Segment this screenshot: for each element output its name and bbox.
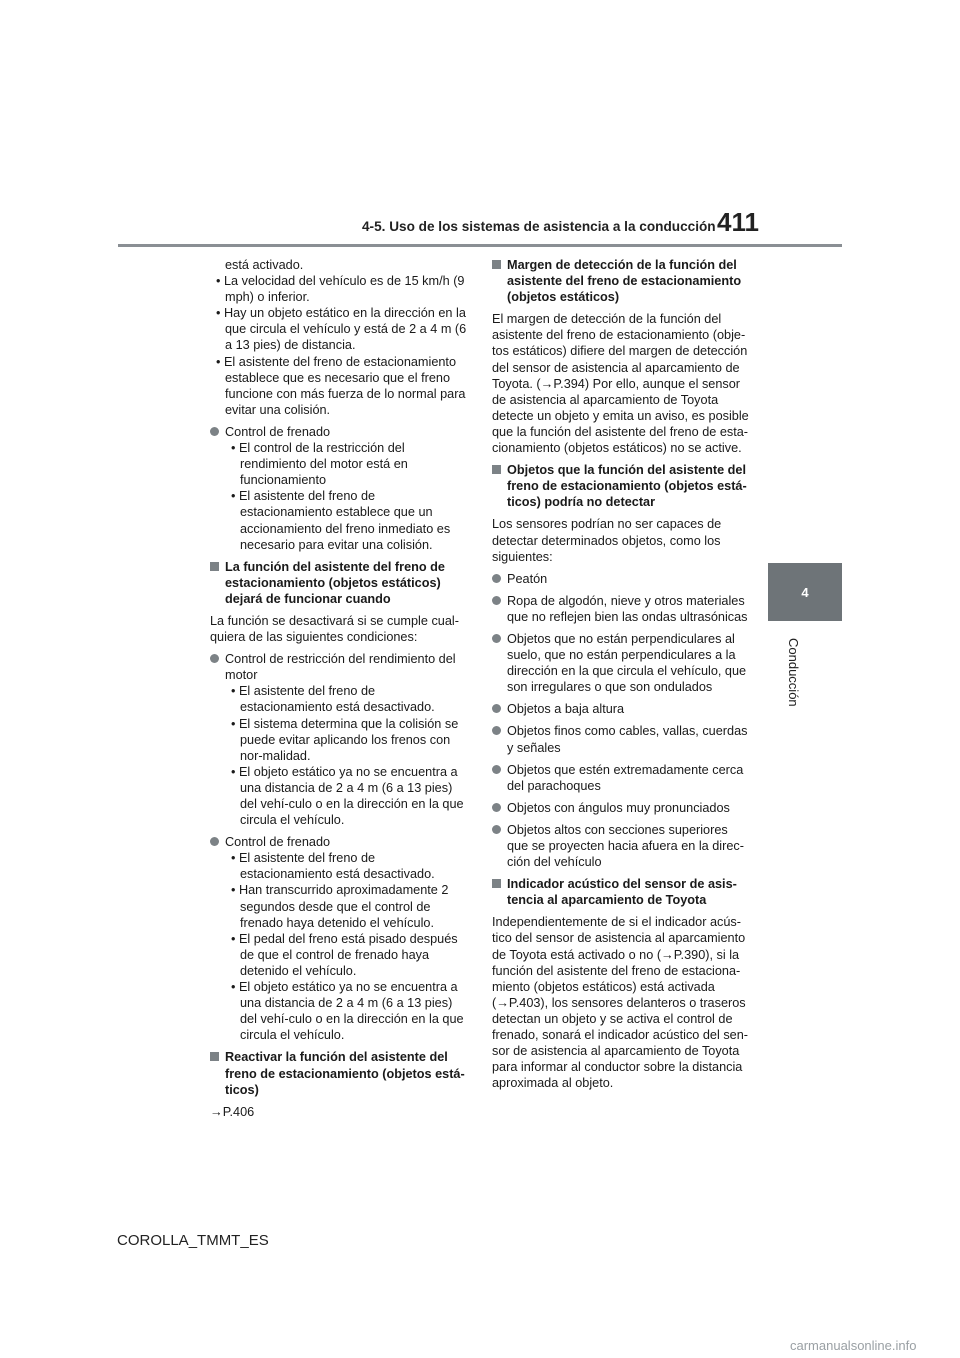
section-heading — [492, 257, 750, 305]
bullet-text: Ropa de algodón, nieve y otros materiales que no reflejen bien las ondas ultrasónicas — [507, 593, 748, 624]
list-item: • El asistente del freno de estacionamiento establece que un accionamiento del freno inmediato es necesario para evitar una colisión. — [231, 489, 451, 552]
circle-bullet-icon — [492, 803, 501, 812]
bullet-title: Control de frenado — [225, 835, 331, 850]
circle-bullet-icon — [492, 596, 501, 605]
bullet-text: Objetos con ángulos muy pronunciados — [507, 800, 730, 815]
list-item: • El asistente del freno de estacionamiento está desactivado. — [231, 684, 435, 715]
continued-text: está activado. — [225, 258, 304, 272]
list-item: • El asistente del freno de estacionamiento está desactivado. — [231, 851, 435, 882]
square-bullet-icon — [492, 260, 501, 269]
bullet-text: Objetos altos con secciones superiores que se proyecten hacia afuera en la direc-ción del vehículo — [507, 822, 744, 870]
circle-bullet-icon — [210, 654, 219, 663]
chapter-label: Conducción — [786, 638, 801, 707]
paragraph: La función se desactivará si se cumple cual-quiera de las siguientes condiciones: — [210, 613, 459, 645]
bullet-text: Peatón — [507, 571, 548, 586]
chapter-tab: 4 — [768, 563, 842, 621]
list-item: • El sistema determina que la colisión se puede evitar aplicando los frenos con nor-malidad. — [231, 716, 459, 763]
list-item: • El objeto estático ya no se encuentra a una distancia de 2 a 4 m (6 a 13 pies) del vehí-culo o en la dirección en la que circula el vehículo. — [231, 980, 464, 1043]
section-heading — [492, 876, 750, 908]
bullet-item — [492, 723, 750, 755]
square-bullet-icon — [492, 465, 501, 474]
header-divider — [118, 244, 842, 247]
paragraph: El margen de detección de la función del asistente del freno de estacionamiento (obje-tos estáticos) difiere del margen de detección del sensor de asistencia al aparcamiento de Toyota. (→P.394) Por ello, aunque el sensor de asistencia al aparcamiento de Toyota detecte un objeto y emita un aviso, es posible que la función del asistente del freno de esta-cionamiento (objetos estáticos) no se active. — [492, 312, 749, 456]
bullet-section — [210, 424, 468, 553]
bullet-item — [492, 701, 750, 717]
list-item: • El control de la restricción del rendimiento del motor está en funcionamiento — [231, 441, 408, 488]
bullet-title: Control de frenado — [225, 424, 331, 439]
circle-bullet-icon — [492, 825, 501, 834]
list-item: • El asistente del freno de estacionamiento establece que es necesario que el freno funcione con más fuerza de lo normal para evitar una colisión. — [216, 354, 466, 417]
list-item: • La velocidad del vehículo es de 15 km/h (9 mph) o inferior. — [216, 274, 465, 305]
circle-bullet-icon — [492, 726, 501, 735]
circle-bullet-icon — [492, 574, 501, 583]
square-bullet-icon — [492, 879, 501, 888]
heading-text: La función del asistente del freno de estacionamiento (objetos estáticos) dejará de funcionar cuando — [225, 559, 445, 606]
section-heading — [492, 462, 750, 510]
heading-text: Indicador acústico del sensor de asis-tencia al aparcamiento de Toyota — [507, 877, 737, 908]
right-column — [492, 257, 750, 1097]
page-number: 411 — [717, 207, 759, 237]
circle-bullet-icon — [210, 427, 219, 436]
heading-text: Objetos que la función del asistente del freno de estacionamiento (objetos está-ticos) podría no detectar — [507, 463, 747, 510]
bullet-section — [210, 834, 468, 1043]
bullet-item — [492, 593, 750, 625]
left-column — [210, 257, 468, 1126]
section-title: 4-5. Uso de los sistemas de asistencia a la conducción — [362, 219, 716, 234]
section-heading — [210, 559, 468, 607]
document-code: COROLLA_TMMT_ES — [117, 1232, 269, 1249]
list-item: • El pedal del freno está pisado después de que el control de frenado haya detenido el vehículo. — [231, 931, 458, 978]
list-item: • Han transcurrido aproximadamente 2 segundos desde que el control de frenado haya detenido el vehículo. — [231, 883, 449, 930]
bullet-text: Objetos finos como cables, vallas, cuerdas y señales — [507, 724, 748, 755]
circle-bullet-icon — [492, 704, 501, 713]
page-reference: →P.406 — [210, 1104, 255, 1119]
bullet-item — [492, 571, 750, 587]
heading-text: Reactivar la función del asistente del freno de estacionamiento (objetos está-ticos) — [225, 1050, 465, 1097]
square-bullet-icon — [210, 562, 219, 571]
bullet-item — [492, 631, 750, 695]
watermark: carmanualsonline.info — [790, 1338, 917, 1353]
bullet-item — [492, 822, 750, 870]
bullet-text: Objetos a baja altura — [507, 702, 625, 717]
section-heading — [210, 1049, 468, 1097]
paragraph: Independientemente de si el indicador acús-tico del sensor de asistencia al aparcamiento de Toyota está activado o no (→P.390), si la función del asistente del freno de estaciona-miento (objetos estáticos) está activada (→P.403), los sensores delanteros o traseros detectan un objeto y se activa el control de frenado, sonará el indicador acústico del sen-sor de asistencia al aparcamiento de Toyota para informar al conductor sobre la distancia aproximada al objeto. — [492, 915, 749, 1091]
paragraph: Los sensores podrían no ser capaces de detectar determinados objetos, como los siguientes: — [492, 517, 722, 564]
circle-bullet-icon — [492, 634, 501, 643]
bullet-section — [210, 651, 468, 828]
bullet-item — [492, 762, 750, 794]
circle-bullet-icon — [210, 837, 219, 846]
bullet-text: Objetos que no están perpendiculares al suelo, que no están perpendiculares a la dirección en la que circula el vehículo, que son irregulares o que son ondulados — [507, 631, 747, 695]
bullet-title: Control de restricción del rendimiento del motor — [225, 652, 456, 683]
condition-list — [210, 273, 468, 418]
bullet-text: Objetos que estén extremadamente cerca del parachoques — [507, 762, 744, 793]
heading-text: Margen de detección de la función del asistente del freno de estacionamiento (objetos estáticos) — [507, 258, 742, 305]
circle-bullet-icon — [492, 765, 501, 774]
square-bullet-icon — [210, 1052, 219, 1061]
list-item: • Hay un objeto estático en la dirección en la que circula el vehículo y está de 2 a 4 m (6 a 13 pies) de distancia. — [216, 306, 467, 353]
bullet-item — [492, 800, 750, 816]
list-item: • El objeto estático ya no se encuentra a una distancia de 2 a 4 m (6 a 13 pies) del vehí-culo o en la dirección en la que circula el vehículo. — [231, 764, 464, 828]
